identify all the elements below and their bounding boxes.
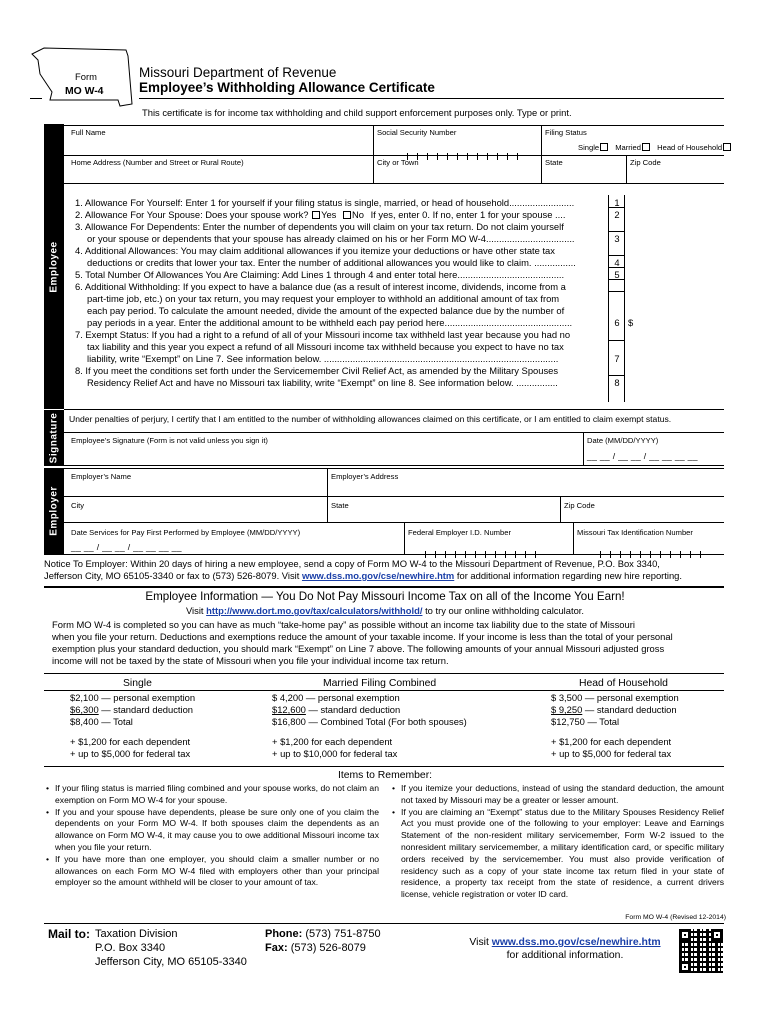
employee-info-heading: Employee Information — You Do Not Pay Missouri Income Tax on all of the Income You Earn!: [145, 590, 625, 603]
signature-date-label: Date (MM/DD/YYYY): [587, 436, 659, 445]
employer-sidebar: [44, 468, 64, 554]
mo-tax-id-field[interactable]: [600, 545, 720, 554]
head-of-household-label: Head of Household: [657, 143, 723, 152]
full-name-label: Full Name: [71, 128, 106, 137]
employer-city-label: City: [71, 501, 85, 510]
title-rule: [139, 98, 724, 99]
line-2-number: 2: [614, 209, 620, 220]
item-left-1: • If your filing status is married filing combined and your spouse works, do not claim an exemption on Form MO W-4 for your spouse.: [46, 783, 379, 807]
items-left-list: [46, 783, 379, 889]
single-checkbox[interactable]: [600, 143, 608, 151]
notice-to-employer: [44, 558, 734, 582]
employer-zip-label: Zip Code: [564, 501, 595, 510]
footer-newhire-link[interactable]: www.dss.mo.gov/cse/newhire.htm: [491, 937, 661, 948]
form-title: Employee’s Withholding Allowance Certificate: [139, 80, 435, 95]
fein-label: Federal Employer I.D. Number: [408, 528, 511, 537]
allowance-number-column: [608, 195, 609, 402]
line-3-number: 3: [614, 233, 620, 244]
line-7c-text: liability, write “Exempt” on Line 7. See information below. ..........................................................................................: [87, 353, 559, 364]
mail-address: Taxation Division P.O. Box 3340 Jefferson City, MO 65105-3340: [95, 928, 247, 968]
line-1-text: 1. Allowance For Yourself: Enter 1 for yourself if your filing status is single, married, or head of household.........................: [75, 197, 575, 208]
married-checkbox[interactable]: [642, 143, 650, 151]
line-7-number: 7: [614, 353, 620, 364]
state-label: State: [545, 158, 563, 167]
line-6b-text: part-time job, etc.) on your tax return, you may request your employer to withhold an additional amount of tax from: [87, 293, 560, 304]
line-3a-text: 3. Allowance For Dependents: Enter the number of dependents you will claim on your tax return. Do not claim yourself: [75, 221, 564, 232]
line-8b-text: Residency Relief Act and have no Missouri tax liability, write “Exempt” on line 8. See information below. ................: [87, 377, 558, 388]
agency-name: Missouri Department of Revenue: [139, 65, 337, 80]
newhire-link[interactable]: www.dss.mo.gov/cse/newhire.htm: [301, 570, 455, 581]
signature-sidebar-label: Signature: [48, 412, 60, 463]
subtitle: This certificate is for income tax withholding and child support enforcement purposes only. Type or print.: [142, 107, 572, 118]
footer-visit: Visit www.dss.mo.gov/cse/newhire.htm for additional information.: [469, 937, 661, 961]
employer-address-label: Employer’s Address: [331, 472, 399, 481]
employee-sidebar-label: Employee: [48, 240, 60, 293]
employer-state-label: State: [331, 501, 349, 510]
line-7a-text: 7. Exempt Status: If you had a right to a refund of all of your Missouri income tax withheld last year because you had no: [75, 329, 571, 340]
item-left-2: • If you and your spouse have dependents, please be sure only one of you claim the dependents on your Form MO W-4. If both spouses claim the dependents as an allowance on Form MO W-4, it may cause you to owe additional Missouri income tax when you file your return.: [46, 807, 379, 854]
revised-note: Form MO W-4 (Revised 12-2014): [625, 914, 726, 921]
line-7b-text: tax liability and this year you expect a refund of all Missouri income tax withheld because you expect to have no tax: [87, 341, 564, 352]
items-heading: Items to Remember:: [337, 770, 433, 781]
employee-signature-label: Employee’s Signature (Form is not valid unless you sign it): [71, 436, 268, 445]
line-8-number: 8: [614, 377, 620, 388]
mo-tax-id-label: Missouri Tax Identification Number: [577, 528, 693, 537]
filing-status-label: Filing Status: [545, 128, 587, 137]
calculator-line: Visit http://www.dort.mo.gov/tax/calculators/withhold/ to try our online withholding calculator.: [185, 605, 585, 616]
phone-fax: Phone: (573) 751-8750 Fax: (573) 526-8079: [265, 928, 381, 954]
line-6c-text: each pay period. To calculate the amount needed, divide the amount of the expected balance due by the number of: [87, 305, 565, 316]
calculator-link[interactable]: http://www.dort.mo.gov/tax/calculators/withhold/: [206, 605, 423, 616]
employer-sidebar-label: Employer: [48, 486, 60, 536]
city-label: City or Town: [377, 158, 419, 167]
form-number: MO W-4: [65, 86, 104, 97]
notice-line-2: Jefferson City, MO 65105-3340 or fax to (573) 526-8079. Visit www.dss.mo.gov/cse/newhire.htm for additional information regarding new hire reporting.: [44, 570, 683, 581]
home-address-label: Home Address (Number and Street or Rural Route): [71, 158, 244, 167]
ssn-label: Social Security Number: [377, 128, 457, 137]
spouse-works-yes-checkbox[interactable]: [312, 211, 320, 219]
table-household-column: $ 3,500 — personal exemption $ 9,250 — standard deduction $12,750 — Total + $1,200 for each dependent + up to $5,000 for federal tax: [551, 692, 679, 759]
item-right-2: • If you are claiming an “Exempt” status due to the Military Spouses Residency Relief Act you must provide one of the following to your employer: Leave and Earnings Statement of the non-resident military servicemember, Form W-2 issued to the nonresident military servicemember, a military identification card, or specific military orders received by the servicemember. You must also provide verification of residency such as a copy of your state income tax return filed in your state of residence, a property tax receipt from the state of residence, a current drivers license, vehicle registration or voter ID card.: [392, 807, 724, 901]
line-5-text: 5. Total Number Of Allowances You Are Claiming: Add Lines 1 through 4 and enter total here.........................................: [75, 269, 565, 280]
form-label: Form: [75, 71, 97, 82]
fein-field[interactable]: [425, 545, 565, 554]
table-head-single: Single: [123, 678, 152, 689]
zip-label: Zip Code: [630, 158, 661, 167]
signature-sidebar: [44, 410, 64, 465]
line-8a-text: 8. If you meet the conditions set forth under the Servicemember Civil Relief Act, as amended by the Military Spouses: [75, 365, 559, 376]
employee-sidebar: [44, 124, 64, 409]
employee-signature-field[interactable]: [70, 447, 580, 461]
items-right-list: [392, 783, 724, 901]
line-4-number: 4: [614, 257, 620, 268]
married-label: Married: [615, 143, 641, 152]
line-4b-text: deductions or credits that lower your tax. Enter the number of additional allowances you would like to claim. ................: [87, 257, 576, 268]
table-head-married: Married Filing Combined: [323, 678, 437, 689]
signature-date-field[interactable]: __ __ / __ __ / __ __ __ __: [587, 451, 698, 461]
qr-code: [679, 929, 723, 973]
line-1-number: 1: [614, 197, 620, 208]
item-left-3: • If you have more than one employer, you should claim a smaller number or no allowances on each Form MO W-4 filed with employers other than your principal employer so the amount withheld will be closer to your amount of tax.: [46, 854, 379, 889]
info-paragraph: Form MO W-4 is completed so you can have as much “take-home pay” as possible without an income tax liability due to the state of Missouri when you file your return. Deductions and exemptions reduce the amount of your taxable income. If your income is less than the total of your personal exemption plus your standard deduction, you should mark “Exempt” on Line 7 above. The following amounts of your annual Missouri adjusted gross income will not be taxed by the state of Missouri when you file your individual income tax return.: [52, 619, 673, 666]
notice-line-1: Notice To Employer: Within 20 days of hiring a new employee, send a copy of Form MO W-4 to the Missouri Department of Revenue, P.O. Box 3340,: [44, 558, 660, 569]
table-head-household: Head of Household: [579, 678, 668, 689]
line-6a-text: 6. Additional Withholding: If you expect to have a balance due (as a result of interest income, dividends, income from a: [75, 281, 566, 292]
spouse-works-no-checkbox[interactable]: [343, 211, 351, 219]
date-services-field[interactable]: __ __ / __ __ / __ __ __ __: [71, 542, 182, 552]
employer-name-label: Employer’s Name: [71, 472, 132, 481]
date-services-label: Date Services for Pay First Performed by Employee (MM/DD/YYYY): [71, 528, 301, 537]
item-right-1: • If you itemize your deductions, instead of using the standard deduction, the amount not taxed by Missouri may be a greater or lesser amount.: [392, 783, 724, 807]
perjury-statement: Under penalties of perjury, I certify that I am entitled to the number of withholding allowances claimed on this certificate, or I am entitled to claim exempt status.: [69, 414, 672, 424]
mail-to-label: Mail to:: [48, 927, 90, 941]
table-married-column: $ 4,200 — personal exemption $12,600 — standard deduction $16,800 — Combined Total (For both spouses) + $1,200 for each dependent + up to $10,000 for federal tax: [272, 692, 467, 759]
allowances-block: [75, 197, 635, 389]
line-5-number: 5: [614, 269, 620, 280]
line-6d-text: pay periods in a year. Enter the additional amount to be withheld each pay period here.................................................: [87, 317, 573, 328]
line-2-text: 2. Allowance For Your Spouse: Does your spouse work? Yes No If yes, enter 0. If no, enter 1 for your spouse ....: [75, 209, 566, 220]
head-of-household-checkbox[interactable]: [723, 143, 731, 151]
line-3b-text: or your spouse or dependents that your spouse has already claimed on his or her Form MO W-4..................................: [87, 233, 575, 244]
line-6-dollar-sign: $: [628, 317, 634, 328]
line-4a-text: 4. Additional Allowances: You may claim additional allowances if you itemize your deductions or have other state tax: [75, 245, 555, 256]
single-label: Single: [578, 143, 600, 152]
header-dash: [30, 98, 42, 99]
line-6-number: 6: [614, 317, 620, 328]
table-single-column: $2,100 — personal exemption $6,300 — standard deduction $8,400 — Total + $1,200 for each dependent + up to $5,000 for federal tax: [70, 692, 196, 759]
